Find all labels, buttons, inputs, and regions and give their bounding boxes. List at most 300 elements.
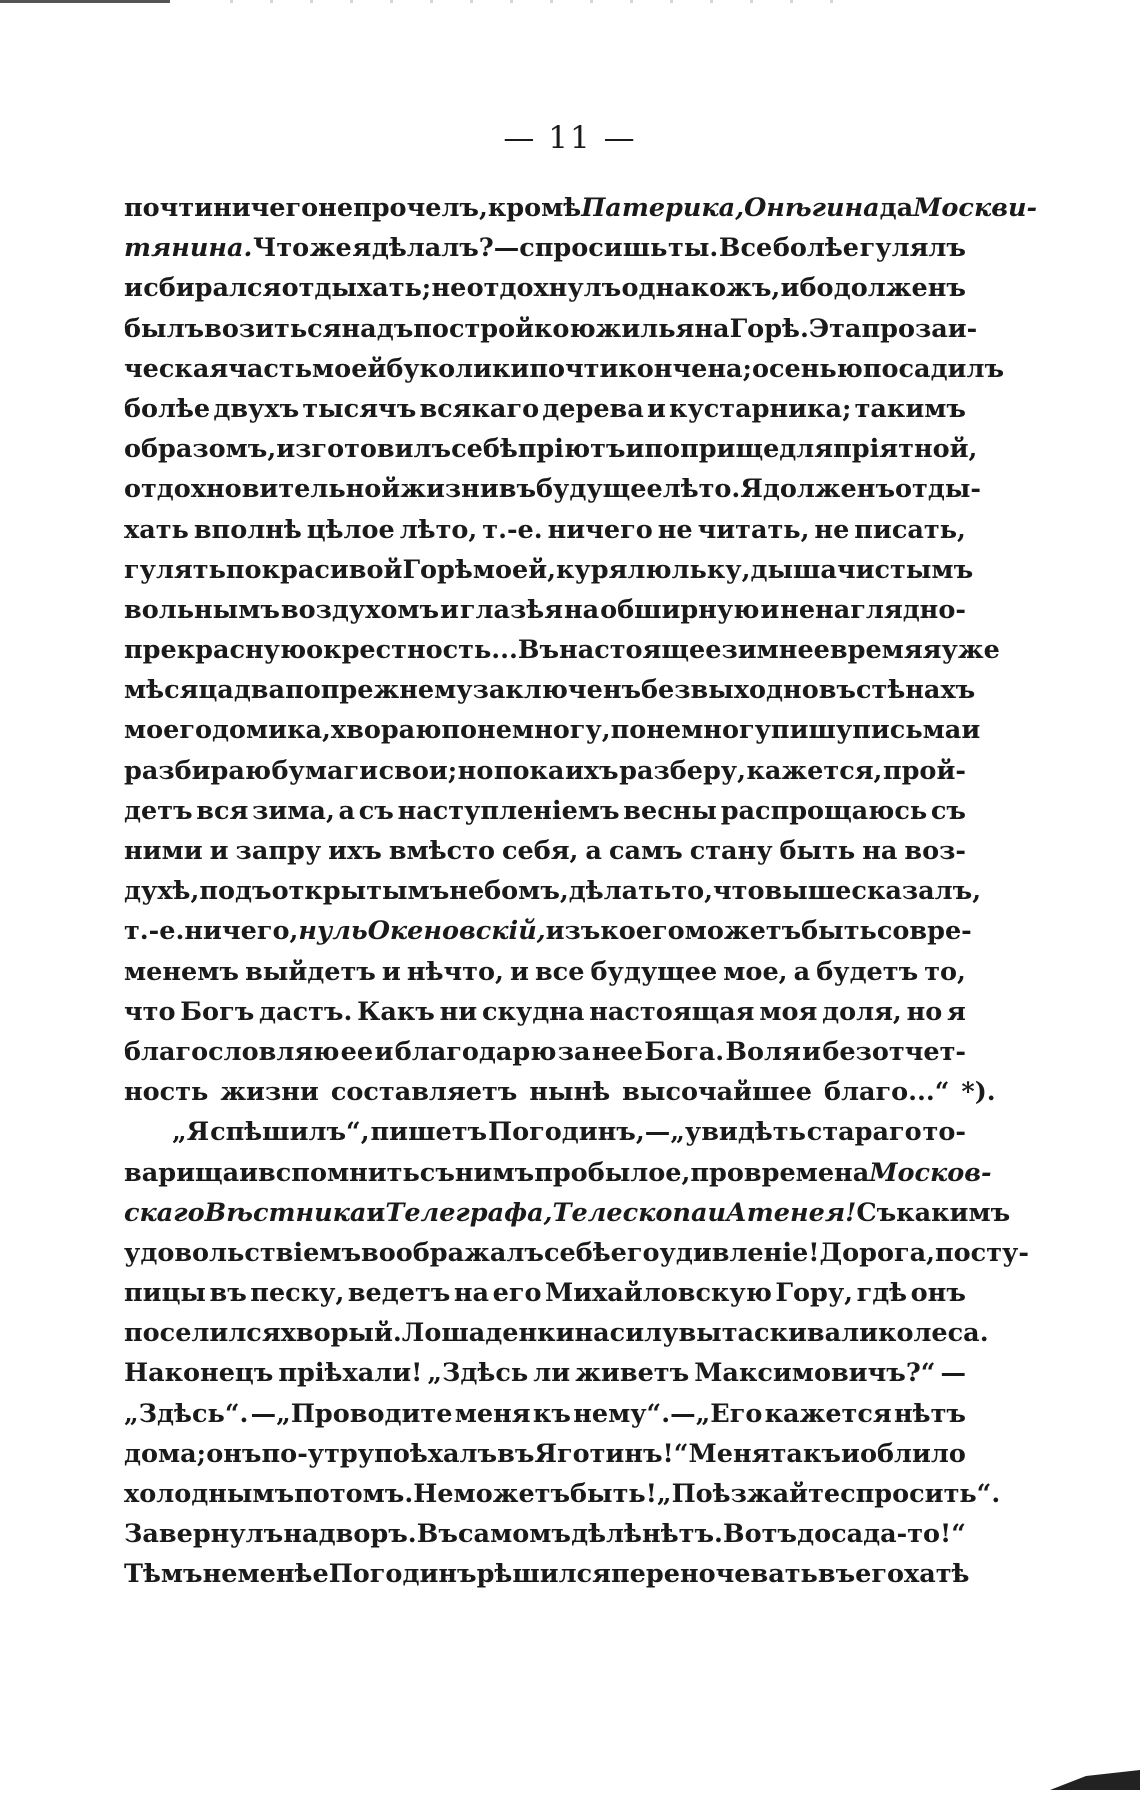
word: болѣе bbox=[124, 393, 211, 424]
word: сбирался bbox=[143, 273, 282, 304]
word: изготовилъ bbox=[276, 434, 452, 465]
word: удивленіе! bbox=[659, 1237, 820, 1268]
text-line bbox=[124, 389, 966, 429]
word: осенью bbox=[751, 353, 863, 384]
text-line bbox=[124, 670, 976, 710]
word: скудна bbox=[481, 996, 585, 1027]
text-line bbox=[124, 469, 981, 509]
word: Я bbox=[740, 474, 763, 505]
word: прозаи- bbox=[861, 313, 978, 344]
word: нѣтъ. bbox=[642, 1519, 723, 1550]
word: про bbox=[690, 1157, 744, 1188]
word: времена bbox=[743, 1157, 870, 1188]
word: Горѣ bbox=[402, 554, 473, 585]
word: нему“.—„Его bbox=[573, 1398, 763, 1429]
word: почти bbox=[529, 353, 619, 384]
word: отдохнулъ bbox=[466, 273, 622, 304]
word: „Здѣсь bbox=[427, 1358, 529, 1389]
word: и bbox=[646, 393, 666, 424]
word: гулялъ bbox=[859, 233, 966, 264]
word: Завернулъ bbox=[124, 1519, 284, 1550]
word: —„Проводите bbox=[250, 1398, 453, 1429]
word: переночевать bbox=[611, 1559, 818, 1590]
word: разбираю bbox=[124, 755, 272, 786]
word: благословляю bbox=[124, 1036, 340, 1067]
word: вспомнить bbox=[258, 1157, 420, 1188]
word: стану bbox=[689, 836, 773, 866]
text-line bbox=[124, 590, 966, 630]
word: хатѣ bbox=[904, 1559, 970, 1590]
word: Гору, bbox=[775, 1278, 854, 1309]
word: себя, bbox=[501, 836, 579, 866]
word: насилу bbox=[574, 1318, 679, 1349]
word: окрестность... bbox=[306, 635, 518, 666]
word: глазѣя bbox=[459, 594, 564, 625]
word: про bbox=[534, 1157, 588, 1188]
word: Меня bbox=[688, 1438, 771, 1469]
word: за bbox=[557, 1036, 591, 1067]
word: по bbox=[225, 554, 262, 585]
word: а bbox=[585, 836, 602, 866]
word: цѣлое bbox=[306, 514, 395, 545]
italic-word: нуль bbox=[298, 916, 368, 947]
word: ческая bbox=[124, 353, 229, 384]
word: понемногу, bbox=[441, 715, 611, 746]
word: былое, bbox=[587, 1157, 691, 1188]
word: Въ bbox=[416, 1519, 458, 1550]
word: „Я bbox=[172, 1117, 210, 1148]
italic-word: и bbox=[707, 1197, 727, 1228]
word: весны bbox=[623, 795, 717, 826]
text-line bbox=[124, 1434, 966, 1474]
word: а bbox=[338, 795, 356, 826]
word: и bbox=[124, 273, 143, 304]
word: можетъ bbox=[684, 916, 802, 947]
word: живетъ bbox=[575, 1358, 690, 1389]
word: Въ bbox=[517, 635, 560, 666]
word: дастъ. bbox=[259, 996, 353, 1027]
word: не bbox=[431, 273, 467, 304]
word: на bbox=[563, 594, 600, 625]
word: выйдетъ bbox=[245, 956, 376, 987]
word: хворый. bbox=[280, 1318, 402, 1349]
italic-word: Атенея! bbox=[726, 1197, 857, 1228]
word: сказалъ, bbox=[851, 876, 982, 907]
word: посадилъ bbox=[862, 353, 1005, 384]
word: Лошаденки bbox=[401, 1318, 575, 1349]
word: вмѣсто bbox=[388, 836, 495, 866]
word: коего bbox=[600, 916, 685, 947]
word: самомъ bbox=[458, 1519, 571, 1550]
word: ихъ bbox=[564, 755, 619, 786]
word: кажется, bbox=[746, 755, 883, 786]
word: ничего, bbox=[184, 916, 299, 947]
word: не bbox=[318, 193, 354, 223]
word: и bbox=[625, 434, 645, 465]
word: настоящая bbox=[589, 996, 755, 1027]
word: ибо bbox=[780, 273, 834, 304]
word: ихъ bbox=[328, 836, 382, 866]
italic-word: Телескопа bbox=[552, 1197, 708, 1228]
word: разберу, bbox=[619, 755, 746, 786]
word: красивой bbox=[261, 554, 403, 585]
italic-word: скаго bbox=[124, 1197, 205, 1228]
word: болѣе bbox=[772, 233, 860, 264]
word: наступленіемъ bbox=[397, 795, 620, 826]
word: вольнымъ bbox=[124, 594, 280, 625]
text-line bbox=[124, 1233, 1029, 1273]
page-edge-mark bbox=[1050, 1770, 1140, 1790]
word: детъ bbox=[124, 795, 193, 826]
word: будущее bbox=[590, 956, 718, 987]
word: благодарю bbox=[394, 1036, 557, 1067]
word: воображалъ bbox=[361, 1237, 544, 1268]
word: быть! bbox=[570, 1479, 657, 1509]
page-number: — 11 — bbox=[503, 120, 637, 156]
word: рѣшился bbox=[476, 1559, 612, 1590]
word: холоднымъ bbox=[124, 1479, 295, 1509]
italic-word: Онѣгина bbox=[744, 193, 880, 223]
word: онъ bbox=[206, 1438, 262, 1469]
word: себѣ bbox=[543, 1237, 611, 1268]
word: меня bbox=[454, 1398, 531, 1429]
word: сту- bbox=[970, 1237, 1029, 1268]
italic-word: Вѣстника bbox=[204, 1197, 367, 1228]
word: время bbox=[829, 635, 923, 666]
word: Погодинъ bbox=[328, 1559, 477, 1590]
word: къ bbox=[532, 1398, 571, 1429]
word: буколики bbox=[386, 353, 530, 384]
word: Бога. bbox=[644, 1036, 725, 1067]
word: почти bbox=[124, 193, 214, 223]
word: и bbox=[366, 1197, 386, 1228]
word: два bbox=[233, 675, 286, 706]
word: и bbox=[840, 1438, 860, 1469]
word: удовольствіемъ bbox=[124, 1237, 362, 1268]
text-line bbox=[124, 831, 966, 871]
word: съ bbox=[930, 795, 966, 826]
word: стѣнахъ bbox=[856, 675, 976, 706]
word: жизни bbox=[400, 474, 499, 505]
word: мѣсяца bbox=[124, 675, 234, 706]
word: ее bbox=[340, 1036, 374, 1067]
word: ли bbox=[533, 1358, 571, 1389]
word: надъ bbox=[341, 313, 414, 344]
word: по bbox=[285, 675, 321, 706]
word: Не bbox=[413, 1479, 454, 1509]
word: самъ bbox=[608, 836, 683, 866]
word: отдыхать; bbox=[281, 273, 432, 304]
word: досада-то!“ bbox=[797, 1519, 966, 1550]
word: отдохновительной bbox=[124, 474, 401, 505]
word: такъ bbox=[770, 1438, 841, 1469]
word: можетъ bbox=[453, 1479, 571, 1509]
text-line bbox=[124, 550, 974, 590]
word: Воля bbox=[725, 1036, 801, 1067]
word: отды- bbox=[895, 474, 981, 505]
word: домика, bbox=[212, 715, 331, 746]
word: запру bbox=[235, 836, 322, 866]
word: прой- bbox=[882, 755, 966, 786]
word: читать, bbox=[697, 514, 810, 545]
word: вся bbox=[196, 795, 249, 826]
text-line bbox=[124, 630, 1000, 670]
word: ни bbox=[439, 996, 478, 1027]
text-line bbox=[124, 1474, 1001, 1514]
word: и bbox=[802, 1036, 822, 1067]
word: не bbox=[814, 514, 850, 545]
word: Эта bbox=[808, 313, 862, 344]
word: писать, bbox=[854, 514, 966, 545]
word: менемъ bbox=[124, 956, 239, 987]
word: себѣ bbox=[451, 434, 518, 465]
word: на bbox=[862, 836, 898, 866]
word: однакожъ, bbox=[621, 273, 781, 304]
word: духѣ, bbox=[124, 876, 200, 907]
word: съ bbox=[358, 795, 394, 826]
word: люльку, bbox=[627, 554, 751, 585]
word: его bbox=[610, 1237, 660, 1268]
word: и bbox=[209, 836, 229, 866]
word: то- bbox=[922, 1117, 966, 1148]
word: чистымъ bbox=[836, 554, 974, 585]
word: пишетъ bbox=[370, 1117, 488, 1148]
word: не bbox=[657, 514, 693, 545]
word: спѣшилъ“, bbox=[210, 1117, 370, 1148]
text-line bbox=[124, 349, 1005, 389]
word: будущее bbox=[536, 474, 663, 505]
word: въ bbox=[818, 675, 856, 706]
word: его bbox=[492, 1278, 542, 1309]
word: вре- bbox=[909, 916, 972, 947]
word: зимнее bbox=[721, 635, 830, 666]
word: а bbox=[793, 956, 811, 987]
word: хвораю bbox=[330, 715, 442, 746]
word: изъ bbox=[545, 916, 601, 947]
word: быть bbox=[801, 916, 877, 947]
word: нимъ bbox=[454, 1157, 535, 1188]
text-line bbox=[124, 952, 966, 992]
word: подъ bbox=[199, 876, 272, 907]
word: на bbox=[694, 313, 730, 344]
word: облило bbox=[860, 1438, 966, 1469]
word: Тѣмъ bbox=[124, 1559, 203, 1590]
word: нее bbox=[591, 1036, 643, 1067]
word: прекрасную bbox=[124, 635, 307, 666]
text-line bbox=[124, 1514, 966, 1554]
word: поселился bbox=[124, 1318, 281, 1349]
word: жизни bbox=[220, 1077, 319, 1108]
word: не bbox=[202, 1559, 238, 1590]
word: ведетъ bbox=[347, 1278, 451, 1309]
italic-word: тянина. bbox=[124, 233, 253, 264]
word: распрощаюсь bbox=[720, 795, 928, 826]
word: что bbox=[124, 996, 176, 1027]
word: будетъ bbox=[816, 956, 919, 987]
word: свои; bbox=[378, 755, 458, 786]
word: возиться bbox=[204, 313, 342, 344]
word: кустарника; bbox=[669, 393, 852, 424]
word: кромѣ bbox=[487, 193, 582, 223]
word: Съ bbox=[856, 1197, 897, 1228]
word: Какъ bbox=[357, 996, 435, 1027]
word: моего bbox=[124, 715, 213, 746]
word: нынѣ bbox=[529, 1077, 611, 1108]
word: колеса. bbox=[878, 1318, 989, 1349]
top-edge-rule bbox=[0, 0, 170, 3]
word: прочелъ, bbox=[353, 193, 488, 223]
word: но bbox=[906, 996, 943, 1027]
word: я bbox=[922, 635, 942, 666]
word: ничего bbox=[213, 193, 319, 223]
word: я bbox=[947, 996, 966, 1027]
word: моя bbox=[759, 996, 818, 1027]
text-line bbox=[124, 1394, 966, 1434]
text-line bbox=[124, 992, 966, 1032]
word: высочайшее bbox=[622, 1077, 812, 1108]
body-text bbox=[124, 188, 1038, 1595]
text-line bbox=[124, 309, 978, 349]
word: пріѣхали! bbox=[278, 1358, 423, 1389]
word: Яготинъ!“ bbox=[534, 1438, 689, 1469]
word: все bbox=[534, 956, 585, 987]
word: и bbox=[381, 956, 401, 987]
word: дворъ. bbox=[318, 1519, 417, 1550]
word: зима, bbox=[252, 795, 335, 826]
word: я bbox=[352, 233, 372, 264]
word: варища bbox=[124, 1157, 240, 1188]
word: кажется bbox=[764, 1398, 892, 1429]
word: вполнѣ bbox=[193, 514, 302, 545]
text-line bbox=[124, 871, 982, 911]
word: и bbox=[239, 1157, 259, 1188]
word: нѣтъ bbox=[894, 1398, 966, 1429]
word: его bbox=[855, 1559, 905, 1590]
word: жилья bbox=[595, 313, 695, 344]
text-line bbox=[124, 751, 966, 791]
word: письма bbox=[852, 715, 962, 746]
word: песку, bbox=[250, 1278, 345, 1309]
word: ними bbox=[124, 836, 203, 866]
word: кончена; bbox=[618, 353, 752, 384]
italic-word: Океновскій, bbox=[367, 916, 546, 947]
text-line bbox=[124, 268, 966, 308]
word: уже bbox=[941, 635, 1000, 666]
word: Вотъ bbox=[723, 1519, 797, 1550]
word: лѣто, bbox=[399, 514, 478, 545]
word: съ bbox=[419, 1157, 455, 1188]
text-line bbox=[124, 1554, 970, 1594]
word: Михайловскую bbox=[544, 1278, 772, 1309]
word: часть bbox=[228, 353, 313, 384]
word: открытымъ bbox=[271, 876, 450, 907]
word: нѣчто, bbox=[406, 956, 504, 987]
word: въ bbox=[209, 1278, 247, 1309]
text-line bbox=[124, 1313, 989, 1353]
word: менѣе bbox=[237, 1559, 329, 1590]
word: бумаги bbox=[271, 755, 379, 786]
word: на bbox=[283, 1519, 319, 1550]
word: безотчет- bbox=[822, 1036, 966, 1067]
word: но bbox=[457, 755, 494, 786]
word: стараго bbox=[806, 1117, 922, 1148]
word: въ bbox=[817, 1559, 856, 1590]
word: потомъ. bbox=[294, 1479, 414, 1509]
word: на bbox=[453, 1278, 490, 1309]
word: ненаглядно- bbox=[780, 594, 966, 625]
word: спросить“. bbox=[840, 1479, 1001, 1509]
word: долженъ bbox=[762, 474, 896, 505]
word: т.-е. bbox=[482, 514, 543, 545]
word: всякаго bbox=[419, 393, 540, 424]
word: и bbox=[961, 715, 981, 746]
text-line bbox=[124, 1353, 966, 1393]
word: заключенъ bbox=[472, 675, 642, 706]
word: образомъ, bbox=[124, 434, 277, 465]
word: пріятной, bbox=[833, 434, 978, 465]
word: онъ bbox=[910, 1278, 966, 1309]
word: „Здѣсь“. bbox=[124, 1398, 249, 1429]
word: небомъ, bbox=[449, 876, 569, 907]
word: пріютъ bbox=[517, 434, 626, 465]
text-line bbox=[124, 1072, 996, 1112]
italic-word: Москов- bbox=[869, 1157, 992, 1188]
word: настоящее bbox=[559, 635, 722, 666]
text-line bbox=[124, 510, 966, 550]
text-line bbox=[124, 1193, 1011, 1233]
text-line bbox=[124, 188, 1038, 228]
text-line bbox=[124, 1112, 966, 1152]
text-line bbox=[124, 1273, 966, 1313]
word: обширную bbox=[600, 594, 760, 625]
word: т.-е. bbox=[124, 916, 185, 947]
italic-word: Телеграфа, bbox=[385, 1197, 553, 1228]
word: же bbox=[309, 233, 352, 264]
word: дома; bbox=[124, 1438, 207, 1469]
text-line bbox=[124, 1153, 992, 1193]
word: гдѣ bbox=[856, 1278, 908, 1309]
word: то, bbox=[924, 956, 966, 987]
text-line bbox=[124, 429, 978, 469]
word: доля, bbox=[822, 996, 902, 1027]
word: *). bbox=[961, 1077, 996, 1108]
word: дѣлать bbox=[568, 876, 672, 907]
word: дѣлалъ?—спросишь bbox=[371, 233, 668, 264]
word: Богъ bbox=[180, 996, 255, 1027]
word: ность bbox=[124, 1077, 209, 1108]
word: пишу bbox=[770, 715, 853, 746]
word: и bbox=[509, 956, 529, 987]
word: пицы bbox=[124, 1278, 206, 1309]
word: со bbox=[876, 916, 910, 947]
word: понемногу bbox=[610, 715, 771, 746]
word: ничего bbox=[547, 514, 653, 545]
word: мое, bbox=[723, 956, 788, 987]
word: былъ bbox=[124, 313, 205, 344]
italic-word: Патерика, bbox=[581, 193, 745, 223]
word: безвыходно bbox=[641, 675, 819, 706]
text-line bbox=[124, 1032, 966, 1072]
word: такимъ bbox=[854, 393, 966, 424]
word: постройкою bbox=[413, 313, 596, 344]
word: Что bbox=[253, 233, 310, 264]
word: хать bbox=[124, 514, 189, 545]
word: поприще bbox=[644, 434, 780, 465]
word: поѣхалъ bbox=[374, 1438, 498, 1469]
word: воз- bbox=[904, 836, 966, 866]
word: въ bbox=[497, 1438, 535, 1469]
word: и bbox=[760, 594, 780, 625]
